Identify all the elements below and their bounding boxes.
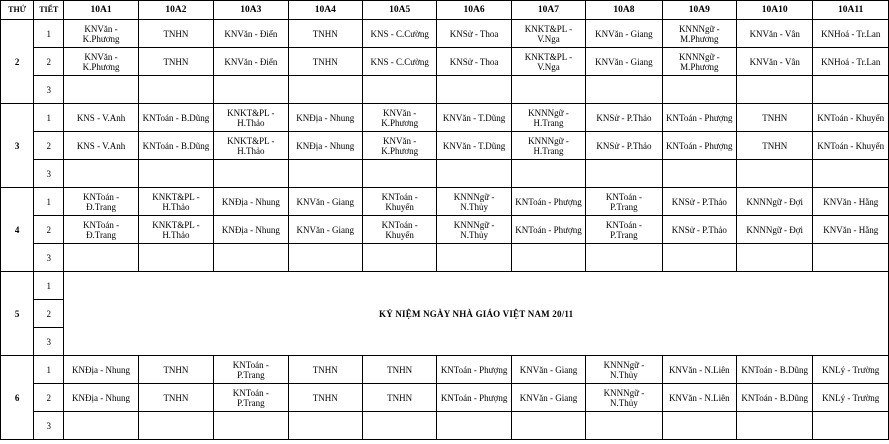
lesson-text: KNToán -	[381, 191, 418, 202]
lesson-text: KNVăn - Vân	[749, 56, 800, 67]
lesson-text: M.Phương	[680, 33, 719, 44]
lesson-text: TNHN	[312, 364, 338, 375]
lesson-cell	[813, 244, 889, 272]
lesson-cell	[437, 20, 511, 48]
lesson-text: Đ.Trang	[86, 201, 116, 212]
lesson-cell	[64, 356, 138, 384]
lesson-text: KNĐịa - Nhung	[221, 196, 280, 207]
lesson-cell	[288, 104, 362, 132]
lesson-text: KNVăn - N.Liên	[668, 392, 730, 403]
lesson-text: KNS - V.Anh	[76, 112, 126, 123]
period-number: 1	[34, 104, 64, 132]
lesson-text: Đ.Trang	[86, 229, 116, 240]
lesson-cell	[511, 356, 585, 384]
lesson-cell	[288, 160, 362, 188]
lesson-text: KNVăn - Giang	[296, 196, 355, 207]
lesson-text: KNĐịa - Nhung	[221, 224, 280, 235]
lesson-cell	[813, 384, 889, 412]
lesson-text: KNToán - Khuyến	[817, 140, 885, 151]
period-row	[1, 104, 889, 132]
lesson-text: KNVăn - T.Dũng	[442, 112, 506, 123]
lesson-cell	[362, 356, 436, 384]
lesson-text: P.Trang	[610, 229, 638, 240]
lesson-cell	[511, 384, 585, 412]
lesson-cell	[586, 104, 662, 132]
lesson-cell	[586, 244, 662, 272]
lesson-text: KNVăn -	[383, 135, 417, 146]
lesson-cell	[138, 20, 213, 48]
lesson-text: KNToán - Khuyến	[817, 112, 885, 123]
lesson-text: KNToán -	[232, 359, 269, 370]
lesson-text: K.Phương	[82, 33, 120, 44]
period-row	[1, 356, 889, 384]
lesson-cell	[813, 76, 889, 104]
lesson-cell	[737, 216, 813, 244]
lesson-cell	[511, 412, 585, 440]
lesson-cell	[64, 104, 138, 132]
lesson-cell	[214, 244, 288, 272]
lesson-cell	[362, 160, 436, 188]
lesson-text: KNLý - Trường	[822, 364, 880, 375]
lesson-text: TNHN	[163, 28, 189, 39]
lesson-text: P.Trang	[237, 369, 265, 380]
lesson-cell	[362, 412, 436, 440]
lesson-cell	[64, 188, 138, 216]
lesson-cell	[138, 76, 213, 104]
lesson-cell	[662, 48, 736, 76]
lesson-text: KNToán -	[82, 191, 120, 202]
lesson-text: KNToán - B.Dũng	[741, 364, 809, 375]
lesson-cell	[214, 160, 288, 188]
lesson-cell	[511, 216, 585, 244]
period-row	[1, 216, 889, 244]
lesson-cell	[437, 104, 511, 132]
period-number: 2	[34, 48, 64, 76]
lesson-text: KNS - V.Anh	[76, 140, 126, 151]
lesson-cell	[737, 20, 813, 48]
period-row	[1, 20, 889, 48]
lesson-cell	[662, 412, 736, 440]
lesson-cell	[362, 76, 436, 104]
lesson-cell	[813, 132, 889, 160]
header-class: 10A2	[138, 1, 213, 20]
lesson-cell	[813, 20, 889, 48]
day-label: 6	[1, 356, 34, 440]
lesson-text: KNKT&PL -	[152, 191, 200, 202]
lesson-text: KNVăn - Giang	[519, 364, 578, 375]
lesson-cell	[362, 104, 436, 132]
lesson-cell	[214, 412, 288, 440]
lesson-cell	[437, 76, 511, 104]
lesson-cell	[586, 160, 662, 188]
lesson-cell	[288, 188, 362, 216]
lesson-cell	[138, 48, 213, 76]
period-number: 3	[34, 328, 64, 356]
lesson-text: KNKT&PL -	[524, 51, 573, 62]
period-number: 3	[34, 244, 64, 272]
lesson-text: KNToán - Phượng	[440, 364, 508, 375]
header-class: 10A8	[586, 1, 662, 20]
lesson-cell	[511, 20, 585, 48]
lesson-cell	[662, 20, 736, 48]
lesson-text: Khuyến	[385, 229, 414, 240]
lesson-text: KNToán - B.Dũng	[142, 112, 210, 123]
period-row	[1, 244, 889, 272]
lesson-text: KNVăn -	[84, 51, 118, 62]
lesson-text: Khuyến	[385, 201, 414, 212]
lesson-cell	[662, 76, 736, 104]
lesson-cell	[586, 48, 662, 76]
lesson-text: KNToán -	[381, 219, 418, 230]
period-number: 1	[34, 356, 64, 384]
lesson-cell	[214, 188, 288, 216]
lesson-text: H.Trang	[533, 117, 564, 128]
lesson-cell	[362, 188, 436, 216]
lesson-text: KNVăn - Điển	[224, 28, 278, 39]
lesson-cell	[437, 48, 511, 76]
lesson-text: M.Phương	[680, 61, 719, 72]
lesson-cell	[813, 48, 889, 76]
lesson-cell	[214, 104, 288, 132]
lesson-text: KNVăn - Giang	[519, 392, 578, 403]
lesson-cell	[64, 160, 138, 188]
lesson-cell	[214, 48, 288, 76]
lesson-cell	[64, 412, 138, 440]
lesson-text: V.Nga	[537, 33, 560, 44]
period-row	[1, 48, 889, 76]
lesson-text: H.Thảo	[237, 117, 265, 128]
lesson-cell	[737, 188, 813, 216]
lesson-text: TNHN	[312, 56, 338, 67]
lesson-cell	[662, 356, 736, 384]
lesson-cell	[511, 244, 585, 272]
lesson-text: TNHN	[163, 392, 189, 403]
lesson-cell	[138, 244, 213, 272]
lesson-cell	[511, 132, 585, 160]
day-label: 5	[1, 272, 34, 356]
lesson-cell	[586, 384, 662, 412]
lesson-cell	[288, 76, 362, 104]
lesson-text: KNKT&PL -	[227, 107, 275, 118]
lesson-cell	[662, 188, 736, 216]
lesson-cell	[813, 188, 889, 216]
lesson-text: KNSử - Thoa	[449, 56, 499, 67]
lesson-text: KNSử - P.Thảo	[671, 224, 727, 235]
lesson-text: K.Phương	[381, 145, 419, 156]
lesson-cell	[586, 76, 662, 104]
lesson-cell	[437, 160, 511, 188]
lesson-text: KNNNgữ -	[603, 387, 645, 398]
header-thu: THỨ	[1, 1, 34, 20]
lesson-text: KNHoá - Tr.Lan	[821, 56, 881, 67]
lesson-text: TNHN	[387, 392, 413, 403]
period-number: 3	[34, 412, 64, 440]
lesson-text: KNS - C.Cường	[370, 56, 429, 67]
lesson-cell	[288, 384, 362, 412]
lesson-cell	[662, 104, 736, 132]
lesson-text: KNĐịa - Nhung	[72, 392, 131, 403]
lesson-cell	[662, 244, 736, 272]
lesson-text: KNVăn - Vân	[749, 28, 800, 39]
period-number: 1	[34, 20, 64, 48]
lesson-cell	[662, 216, 736, 244]
lesson-cell	[437, 216, 511, 244]
lesson-text: KNNNgữ -	[603, 359, 645, 370]
lesson-text: KNVăn -	[84, 23, 118, 34]
lesson-cell	[362, 244, 436, 272]
lesson-text: KNKT&PL -	[524, 23, 573, 34]
lesson-cell	[138, 104, 213, 132]
lesson-text: KNVăn -	[383, 107, 417, 118]
lesson-text: KNVăn - Giang	[296, 224, 355, 235]
lesson-text: TNHN	[163, 56, 189, 67]
lesson-text: P.Trang	[237, 397, 265, 408]
timetable-body	[1, 20, 889, 440]
lesson-text: KNSử - Thoa	[449, 28, 499, 39]
lesson-text: H.Thảo	[162, 201, 190, 212]
day-label: 2	[1, 20, 34, 104]
lesson-text: KNĐịa - Nhung	[72, 364, 131, 375]
lesson-cell	[64, 76, 138, 104]
lesson-text: KNVăn - Hằng	[823, 224, 879, 235]
lesson-cell	[813, 356, 889, 384]
lesson-text: KNS - C.Cường	[370, 28, 429, 39]
lesson-text: KNSử - P.Thảo	[671, 196, 727, 207]
lesson-cell	[586, 356, 662, 384]
lesson-text: KNToán - B.Dũng	[741, 392, 809, 403]
lesson-cell	[288, 356, 362, 384]
lesson-cell	[138, 412, 213, 440]
lesson-cell	[737, 48, 813, 76]
lesson-text: KNNNgữ -	[453, 219, 495, 230]
header-row	[1, 1, 889, 20]
lesson-cell	[288, 132, 362, 160]
lesson-cell	[214, 20, 288, 48]
lesson-text: KNĐịa - Nhung	[296, 112, 355, 123]
period-number: 2	[34, 300, 64, 328]
lesson-text: H.Thảo	[162, 229, 190, 240]
lesson-cell	[662, 160, 736, 188]
day-label: 4	[1, 188, 34, 272]
lesson-cell	[737, 132, 813, 160]
lesson-cell	[288, 216, 362, 244]
lesson-text: KNToán - Phượng	[440, 392, 508, 403]
lesson-text: KNNNgữ -	[528, 107, 569, 118]
lesson-cell	[437, 244, 511, 272]
lesson-cell	[64, 244, 138, 272]
lesson-cell	[138, 132, 213, 160]
lesson-cell	[288, 244, 362, 272]
header-class: 10A3	[214, 1, 288, 20]
lesson-cell	[362, 384, 436, 412]
lesson-cell	[138, 356, 213, 384]
lesson-text: KNToán - Phượng	[515, 196, 582, 207]
lesson-text: TNHN	[163, 364, 189, 375]
lesson-text: KNHoá - Tr.Lan	[821, 28, 881, 39]
lesson-text: KNVăn - Hằng	[823, 196, 879, 207]
period-number: 3	[34, 160, 64, 188]
lesson-text: KNNNgữ - Đợi	[746, 224, 804, 235]
lesson-text: KNĐịa - Nhung	[296, 140, 355, 151]
lesson-cell	[64, 384, 138, 412]
lesson-cell	[586, 412, 662, 440]
lesson-text: KNToán -	[82, 219, 120, 230]
lesson-text: KNNNgữ -	[679, 51, 720, 62]
lesson-text: KNToán -	[232, 387, 269, 398]
lesson-text: K.Phương	[381, 117, 419, 128]
lesson-cell	[813, 160, 889, 188]
lesson-cell	[737, 384, 813, 412]
period-row	[1, 188, 889, 216]
lesson-cell	[737, 160, 813, 188]
lesson-cell	[214, 384, 288, 412]
lesson-cell	[288, 20, 362, 48]
lesson-cell	[813, 412, 889, 440]
lesson-text: KNVăn - Giang	[595, 56, 653, 67]
period-number: 2	[34, 384, 64, 412]
period-number: 2	[34, 216, 64, 244]
lesson-cell	[437, 188, 511, 216]
lesson-cell	[662, 384, 736, 412]
lesson-cell	[138, 188, 213, 216]
lesson-text: KNNNgữ -	[528, 135, 569, 146]
period-row	[1, 272, 889, 300]
lesson-cell	[586, 132, 662, 160]
lesson-text: KNNNgữ -	[453, 191, 495, 202]
period-number: 2	[34, 132, 64, 160]
period-row	[1, 132, 889, 160]
lesson-text: KNToán - Phượng	[666, 112, 733, 123]
period-row	[1, 160, 889, 188]
header-class: 10A7	[511, 1, 585, 20]
header-class: 10A5	[362, 1, 436, 20]
lesson-cell	[437, 412, 511, 440]
lesson-cell	[662, 132, 736, 160]
header-class: 10A11	[813, 1, 889, 20]
lesson-cell	[214, 76, 288, 104]
lesson-cell	[437, 356, 511, 384]
lesson-text: TNHN	[312, 392, 338, 403]
lesson-text: KNToán -	[605, 219, 642, 230]
lesson-text: KNToán - Phượng	[515, 224, 582, 235]
lesson-text: N.Thủy	[460, 201, 488, 212]
lesson-cell	[737, 104, 813, 132]
lesson-cell	[138, 216, 213, 244]
header-class: 10A6	[437, 1, 511, 20]
period-number: 1	[34, 188, 64, 216]
lesson-cell	[362, 48, 436, 76]
lesson-text: KNKT&PL -	[152, 219, 200, 230]
lesson-text: KNLý - Trường	[822, 392, 880, 403]
lesson-cell	[813, 216, 889, 244]
lesson-text: K.Phương	[82, 61, 120, 72]
header-tiet: TIẾT	[34, 1, 64, 20]
lesson-text: KNKT&PL -	[227, 135, 275, 146]
lesson-cell	[511, 160, 585, 188]
lesson-cell	[64, 216, 138, 244]
period-number: 1	[34, 272, 64, 300]
lesson-cell	[288, 412, 362, 440]
lesson-cell	[586, 188, 662, 216]
lesson-text: TNHN	[762, 112, 788, 123]
lesson-text: TNHN	[312, 28, 338, 39]
lesson-text: KNSử - P.Thảo	[596, 112, 652, 123]
lesson-cell	[362, 20, 436, 48]
lesson-text: KNVăn - Điển	[224, 56, 278, 67]
lesson-cell	[586, 216, 662, 244]
lesson-text: P.Trang	[610, 201, 638, 212]
lesson-cell	[737, 76, 813, 104]
lesson-text: KNSử - P.Thảo	[596, 140, 652, 151]
lesson-cell	[214, 216, 288, 244]
period-row	[1, 384, 889, 412]
header-class: 10A1	[64, 1, 138, 20]
header-class: 10A9	[662, 1, 736, 20]
lesson-text: N.Thủy	[610, 397, 638, 408]
lesson-cell	[737, 356, 813, 384]
lesson-cell	[511, 188, 585, 216]
lesson-cell	[138, 384, 213, 412]
lesson-text: N.Thủy	[460, 229, 488, 240]
lesson-cell	[64, 48, 138, 76]
period-number: 3	[34, 76, 64, 104]
lesson-cell	[288, 48, 362, 76]
lesson-cell	[138, 160, 213, 188]
lesson-text: KNToán - Phượng	[666, 140, 733, 151]
lesson-cell	[737, 412, 813, 440]
period-row	[1, 76, 889, 104]
lesson-text: KNNNgữ -	[679, 23, 720, 34]
lesson-text: KNToán -	[605, 191, 642, 202]
lesson-cell	[362, 216, 436, 244]
lesson-text: KNVăn - N.Liên	[668, 364, 730, 375]
lesson-cell	[586, 20, 662, 48]
lesson-cell	[511, 104, 585, 132]
lesson-text: KNNNgữ - Đợi	[746, 196, 804, 207]
lesson-cell	[64, 20, 138, 48]
lesson-cell	[437, 384, 511, 412]
lesson-cell	[737, 244, 813, 272]
period-row	[1, 412, 889, 440]
day-label: 3	[1, 104, 34, 188]
lesson-cell	[362, 132, 436, 160]
header-class: 10A4	[288, 1, 362, 20]
lesson-cell	[214, 356, 288, 384]
lesson-cell	[813, 104, 889, 132]
lesson-text: V.Nga	[537, 61, 560, 72]
lesson-cell	[437, 132, 511, 160]
lesson-cell	[511, 48, 585, 76]
lesson-text: TNHN	[762, 140, 788, 151]
lesson-text: N.Thủy	[610, 369, 638, 380]
lesson-text: H.Trang	[533, 145, 564, 156]
header-class: 10A10	[737, 1, 813, 20]
lesson-text: KNToán - B.Dũng	[142, 140, 210, 151]
lesson-cell	[214, 132, 288, 160]
lesson-text: H.Thảo	[237, 145, 265, 156]
lesson-text: KNVăn - T.Dũng	[442, 140, 506, 151]
lesson-text: TNHN	[387, 364, 413, 375]
lesson-cell	[511, 76, 585, 104]
lesson-cell	[64, 132, 138, 160]
holiday-banner: KỶ NIỆM NGÀY NHÀ GIÁO VIỆT NAM 20/11	[64, 272, 889, 356]
lesson-text: KNVăn - Giang	[595, 28, 653, 39]
